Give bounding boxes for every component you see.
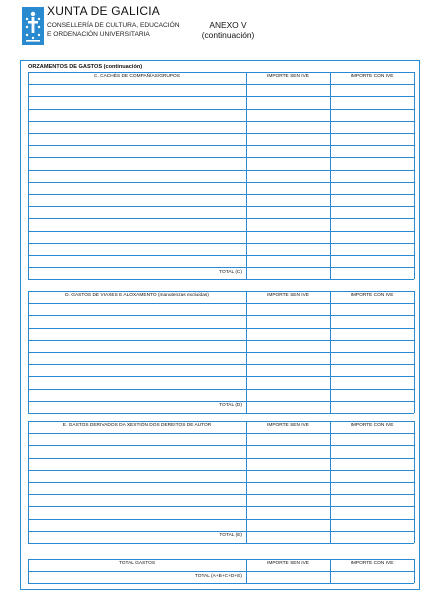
summary-table bbox=[28, 559, 414, 583]
amount-without-vat-cell[interactable] bbox=[247, 353, 330, 364]
amount-without-vat-cell[interactable] bbox=[247, 158, 330, 169]
amount-with-vat-cell[interactable] bbox=[331, 495, 414, 506]
item-description-cell[interactable] bbox=[29, 134, 246, 145]
column-header-without-vat: IMPORTE SEN IVE bbox=[266, 293, 310, 298]
table-row-line bbox=[28, 291, 414, 292]
item-description-cell[interactable] bbox=[29, 495, 246, 506]
amount-without-vat-cell[interactable] bbox=[247, 402, 330, 413]
item-description-cell[interactable] bbox=[29, 316, 246, 327]
item-description-cell[interactable] bbox=[29, 195, 246, 206]
org-title: XUNTA DE GALICIA bbox=[47, 4, 161, 18]
amount-without-vat-cell[interactable] bbox=[247, 219, 330, 230]
amount-with-vat-cell[interactable] bbox=[331, 365, 414, 376]
table-column-line bbox=[414, 421, 415, 543]
item-description-cell[interactable] bbox=[29, 520, 246, 531]
column-header-with-vat: IMPORTE CON IVE bbox=[350, 74, 394, 79]
item-description-cell[interactable] bbox=[29, 390, 246, 401]
amount-with-vat-cell[interactable] bbox=[331, 402, 414, 413]
amount-without-vat-cell[interactable] bbox=[247, 256, 330, 267]
item-description-cell[interactable] bbox=[29, 507, 246, 518]
item-description-cell[interactable] bbox=[29, 232, 246, 243]
column-header-without-vat: IMPORTE SEN IVE bbox=[266, 423, 310, 428]
amount-without-vat-cell[interactable] bbox=[247, 572, 330, 583]
amount-without-vat-cell[interactable] bbox=[247, 232, 330, 243]
annex-subtitle: (continuación) bbox=[201, 30, 255, 40]
org-department-line1: CONSELLERÍA DE CULTURA, EDUCACIÓN bbox=[47, 22, 180, 29]
amount-without-vat-cell[interactable] bbox=[247, 495, 330, 506]
table-row-line bbox=[28, 559, 414, 560]
amount-without-vat-cell[interactable] bbox=[247, 85, 330, 96]
section-title: D. GASTOS DE VIAXES E ALOXAMENTO (manutenzas excluídas) bbox=[65, 293, 209, 298]
amount-without-vat-cell[interactable] bbox=[247, 532, 330, 543]
amount-without-vat-cell[interactable] bbox=[247, 316, 330, 327]
amount-without-vat-cell[interactable] bbox=[247, 377, 330, 388]
table-row-line bbox=[28, 72, 414, 73]
amount-with-vat-cell[interactable] bbox=[331, 353, 414, 364]
amount-with-vat-cell[interactable] bbox=[331, 390, 414, 401]
table-row-line bbox=[28, 421, 414, 422]
table-row-line bbox=[28, 279, 414, 280]
amount-without-vat-cell[interactable] bbox=[247, 207, 330, 218]
total-label: TOTAL (A+B+C+D+E) bbox=[194, 573, 242, 579]
table-row-line bbox=[28, 583, 414, 584]
item-description-cell[interactable] bbox=[29, 365, 246, 376]
amount-without-vat-cell[interactable] bbox=[247, 244, 330, 255]
column-header-without-vat: IMPORTE SEN IVE bbox=[266, 74, 310, 79]
amount-without-vat-cell[interactable] bbox=[247, 471, 330, 482]
amount-with-vat-cell[interactable] bbox=[331, 219, 414, 230]
section-title: TOTAL GASTOS bbox=[118, 561, 156, 566]
item-description-cell[interactable] bbox=[29, 110, 246, 121]
amount-with-vat-cell[interactable] bbox=[331, 471, 414, 482]
amount-with-vat-cell[interactable] bbox=[331, 532, 414, 543]
item-description-cell[interactable] bbox=[29, 329, 246, 340]
column-header-with-vat: IMPORTE CON IVE bbox=[350, 561, 394, 566]
amount-without-vat-cell[interactable] bbox=[247, 507, 330, 518]
amount-with-vat-cell[interactable] bbox=[331, 97, 414, 108]
item-description-cell[interactable] bbox=[29, 256, 246, 267]
item-description-cell[interactable] bbox=[29, 158, 246, 169]
item-description-cell[interactable] bbox=[29, 207, 246, 218]
expense-table-c bbox=[28, 72, 414, 279]
amount-with-vat-cell[interactable] bbox=[331, 341, 414, 352]
amount-with-vat-cell[interactable] bbox=[331, 244, 414, 255]
table-column-line bbox=[414, 72, 415, 279]
item-description-cell[interactable] bbox=[29, 377, 246, 388]
item-description-cell[interactable] bbox=[29, 459, 246, 470]
amount-with-vat-cell[interactable] bbox=[331, 507, 414, 518]
table-column-line bbox=[414, 291, 415, 413]
amount-without-vat-cell[interactable] bbox=[247, 183, 330, 194]
column-header-without-vat: IMPORTE SEN IVE bbox=[266, 561, 310, 566]
document-header bbox=[0, 0, 440, 60]
section-title: C. CACHÉS DE COMPAÑÍAS/GRUPOS bbox=[93, 74, 180, 79]
amount-with-vat-cell[interactable] bbox=[331, 134, 414, 145]
amount-with-vat-cell[interactable] bbox=[331, 232, 414, 243]
org-department-line2: E ORDENACIÓN UNIVERSITARIA bbox=[47, 31, 150, 38]
amount-with-vat-cell[interactable] bbox=[331, 146, 414, 157]
amount-with-vat-cell[interactable] bbox=[331, 483, 414, 494]
item-description-cell[interactable] bbox=[29, 146, 246, 157]
form-heading: ORZAMENTOS DE GASTOS (continuación) bbox=[28, 64, 143, 70]
item-description-cell[interactable] bbox=[29, 171, 246, 182]
item-description-cell[interactable] bbox=[29, 353, 246, 364]
item-description-cell[interactable] bbox=[29, 446, 246, 457]
amount-without-vat-cell[interactable] bbox=[247, 483, 330, 494]
amount-without-vat-cell[interactable] bbox=[247, 459, 330, 470]
annex-title: ANEXO V bbox=[209, 20, 247, 30]
expense-table-e bbox=[28, 421, 414, 543]
table-column-line bbox=[414, 559, 415, 583]
item-description-cell[interactable] bbox=[29, 97, 246, 108]
amount-without-vat-cell[interactable] bbox=[247, 329, 330, 340]
total-label: TOTAL (D) bbox=[219, 403, 242, 409]
column-header-with-vat: IMPORTE CON IVE bbox=[350, 293, 394, 298]
item-description-cell[interactable] bbox=[29, 85, 246, 96]
xunta-logo-icon bbox=[22, 7, 44, 45]
amount-without-vat-cell[interactable] bbox=[247, 341, 330, 352]
amount-without-vat-cell[interactable] bbox=[247, 110, 330, 121]
item-description-cell[interactable] bbox=[29, 341, 246, 352]
amount-without-vat-cell[interactable] bbox=[247, 134, 330, 145]
amount-with-vat-cell[interactable] bbox=[331, 268, 414, 279]
amount-with-vat-cell[interactable] bbox=[331, 459, 414, 470]
amount-with-vat-cell[interactable] bbox=[331, 572, 414, 583]
amount-with-vat-cell[interactable] bbox=[331, 171, 414, 182]
amount-with-vat-cell[interactable] bbox=[331, 329, 414, 340]
amount-without-vat-cell[interactable] bbox=[247, 365, 330, 376]
amount-without-vat-cell[interactable] bbox=[247, 446, 330, 457]
amount-with-vat-cell[interactable] bbox=[331, 377, 414, 388]
amount-without-vat-cell[interactable] bbox=[247, 97, 330, 108]
amount-with-vat-cell[interactable] bbox=[331, 446, 414, 457]
amount-without-vat-cell[interactable] bbox=[247, 268, 330, 279]
amount-with-vat-cell[interactable] bbox=[331, 304, 414, 315]
expense-table-d bbox=[28, 291, 414, 413]
table-row-line bbox=[28, 413, 414, 414]
amount-with-vat-cell[interactable] bbox=[331, 85, 414, 96]
amount-with-vat-cell[interactable] bbox=[331, 122, 414, 133]
item-description-cell[interactable] bbox=[29, 483, 246, 494]
amount-without-vat-cell[interactable] bbox=[247, 146, 330, 157]
amount-with-vat-cell[interactable] bbox=[331, 158, 414, 169]
item-description-cell[interactable] bbox=[29, 304, 246, 315]
column-header-with-vat: IMPORTE CON IVE bbox=[350, 423, 394, 428]
budget-form bbox=[20, 60, 420, 590]
amount-with-vat-cell[interactable] bbox=[331, 195, 414, 206]
amount-without-vat-cell[interactable] bbox=[247, 304, 330, 315]
amount-without-vat-cell[interactable] bbox=[247, 122, 330, 133]
item-description-cell[interactable] bbox=[29, 183, 246, 194]
amount-without-vat-cell[interactable] bbox=[247, 171, 330, 182]
item-description-cell[interactable] bbox=[29, 471, 246, 482]
total-label: TOTAL (E) bbox=[219, 533, 242, 539]
item-description-cell[interactable] bbox=[29, 244, 246, 255]
amount-with-vat-cell[interactable] bbox=[331, 520, 414, 531]
amount-without-vat-cell[interactable] bbox=[247, 520, 330, 531]
total-label: TOTAL (C) bbox=[219, 269, 242, 275]
amount-with-vat-cell[interactable] bbox=[331, 256, 414, 267]
amount-with-vat-cell[interactable] bbox=[331, 183, 414, 194]
amount-with-vat-cell[interactable] bbox=[331, 207, 414, 218]
item-description-cell[interactable] bbox=[29, 122, 246, 133]
item-description-cell[interactable] bbox=[29, 434, 246, 445]
amount-without-vat-cell[interactable] bbox=[247, 195, 330, 206]
section-title: E. GASTOS DERIVADOS DA XESTIÓN DOS DEREITOS DE AUTOR bbox=[62, 423, 212, 428]
amount-with-vat-cell[interactable] bbox=[331, 316, 414, 327]
item-description-cell[interactable] bbox=[29, 219, 246, 230]
amount-with-vat-cell[interactable] bbox=[331, 110, 414, 121]
table-row-line bbox=[28, 543, 414, 544]
amount-without-vat-cell[interactable] bbox=[247, 390, 330, 401]
amount-without-vat-cell[interactable] bbox=[247, 434, 330, 445]
amount-with-vat-cell[interactable] bbox=[331, 434, 414, 445]
